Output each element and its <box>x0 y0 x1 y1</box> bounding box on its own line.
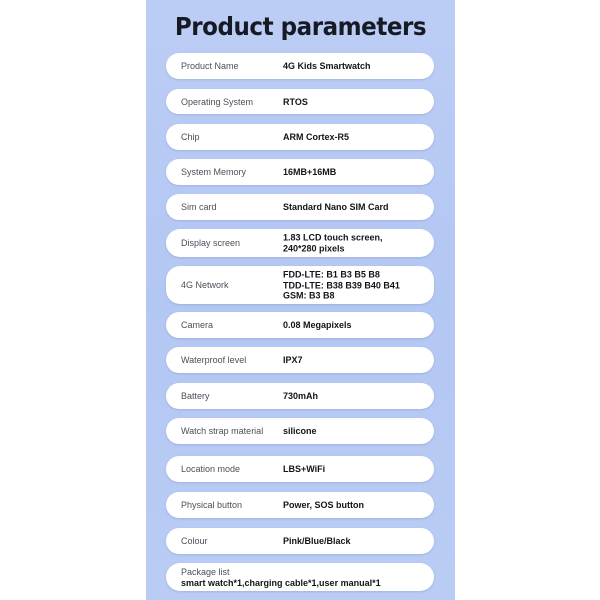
param-label: Battery <box>181 391 210 401</box>
param-value-line: FDD-LTE: B1 B3 B5 B8 <box>283 269 380 280</box>
param-label: Chip <box>181 132 200 142</box>
param-value <box>283 202 389 213</box>
param-value <box>283 233 383 254</box>
param-value-line: 16MB+16MB <box>283 166 337 177</box>
param-value <box>283 391 318 402</box>
package-value: smart watch*1,charging cable*1,user manual*1 <box>181 578 381 588</box>
param-value-line: Power, SOS button <box>283 499 365 510</box>
package-row <box>166 563 434 591</box>
param-value-line: TDD-LTE: B38 B39 B40 B41 <box>283 279 400 290</box>
param-value <box>283 426 317 437</box>
param-value-line: silicone <box>283 425 317 436</box>
param-value-line: ARM Cortex-R5 <box>283 131 350 142</box>
param-label: Colour <box>181 536 208 546</box>
param-value-line: LBS+WiFi <box>283 463 326 474</box>
param-row <box>166 347 434 373</box>
param-value <box>283 355 303 366</box>
param-value <box>283 320 352 331</box>
param-row <box>166 124 434 150</box>
param-value <box>283 167 336 178</box>
param-label: Physical button <box>181 500 243 510</box>
param-value-line: Standard Nano SIM Card <box>283 201 389 212</box>
param-row <box>166 53 434 79</box>
page-title: Product parameters <box>174 12 427 41</box>
param-row <box>166 159 434 185</box>
param-row <box>166 383 434 409</box>
param-value-line: 1.83 LCD touch screen, <box>283 232 383 243</box>
param-row <box>166 492 434 518</box>
param-label: Operating System <box>181 96 254 107</box>
param-value-line: RTOS <box>283 96 308 107</box>
param-value-line: IPX7 <box>283 354 303 365</box>
param-value-line: 4G Kids Smartwatch <box>283 60 371 71</box>
param-row <box>166 456 434 482</box>
param-label: Location mode <box>181 464 241 474</box>
param-row <box>166 266 434 304</box>
param-label: Watch strap material <box>181 426 264 436</box>
param-value <box>283 132 349 143</box>
parameters-list <box>146 0 455 600</box>
param-label: Product Name <box>181 61 239 71</box>
param-label: 4G Network <box>181 280 229 290</box>
param-label: Camera <box>181 320 214 330</box>
param-value <box>283 269 400 301</box>
param-row <box>166 312 434 338</box>
param-label: System Memory <box>181 167 247 177</box>
param-row <box>166 528 434 554</box>
param-value <box>283 464 325 475</box>
param-row <box>166 229 434 257</box>
param-row <box>166 89 434 114</box>
param-label: Waterproof level <box>181 355 247 365</box>
param-label: Sim card <box>181 202 217 212</box>
parameters-panel <box>146 0 455 600</box>
param-value-line: 240*280 pixels <box>283 243 345 253</box>
param-label: Display screen <box>181 238 241 248</box>
param-value-line: 0.08 Megapixels <box>283 319 352 330</box>
param-value-line: 730mAh <box>283 390 319 401</box>
param-value-line: Pink/Blue/Black <box>283 535 351 546</box>
param-value <box>283 500 364 511</box>
param-value-line: GSM: B3 B8 <box>283 290 335 301</box>
package-label: Package list <box>181 567 230 577</box>
param-row <box>166 418 434 444</box>
param-value <box>283 61 371 72</box>
param-value <box>283 536 351 547</box>
param-value <box>283 96 308 107</box>
param-row <box>166 194 434 220</box>
